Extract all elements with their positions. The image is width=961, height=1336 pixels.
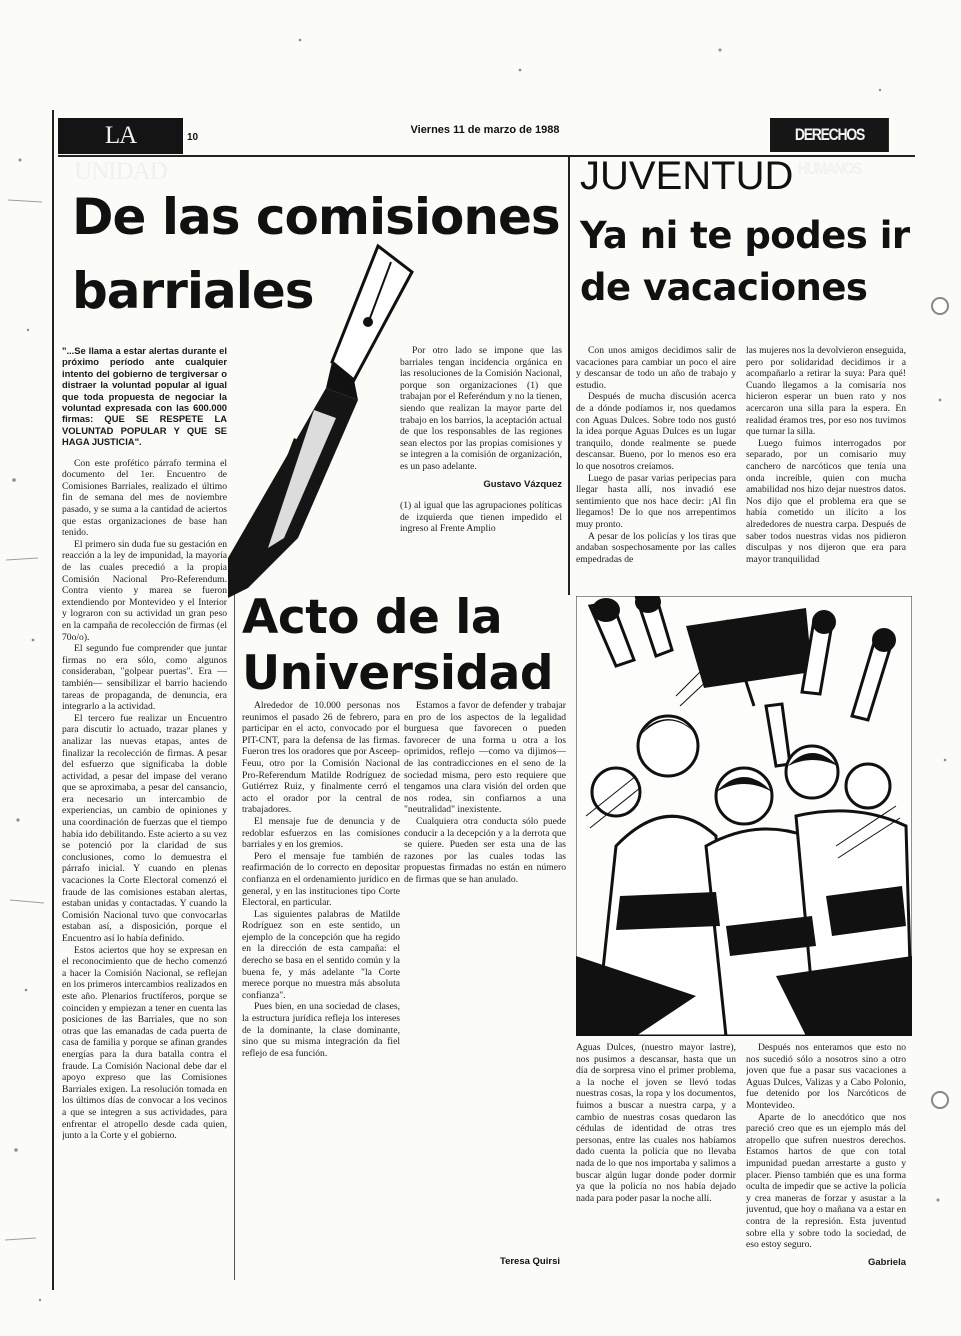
dateline: Viernes 11 de marzo de 1988 — [410, 124, 560, 136]
article-headline-acto: Acto de la Universidad — [242, 590, 554, 701]
article-headline-vacaciones: Ya ni te podes ir de vacaciones — [580, 214, 910, 309]
paragraph: Cualquiera otra conducta sólo puede conducir a la decepción y a la derrota que se quiere. Pueden ser esta una de las razones por las cuales todas las propuestas firmadas no están en número de firmas que se han anulado. — [404, 815, 566, 885]
paragraph: Aguas Dulces, (nuestro mayor lastre), nos pusimos a descansar, hasta que un día de sorpresa vino el primer problema, a la noche el joven se llevó todas nuestras cosas, la ropa y los documentos, fuimos a buscar a nuestra carpa, y a cambio de nuestras cosas quedaron las cédulas de identidad de otras tres personas, entre las cuales nos habíamos dado cuenta la policía que no llevaba nada de lo que nos importaba y salimos a buscar algún lugar donde poder dormir ya que la policía no nos había dejado nada para poder pasar la noche allí. — [576, 1042, 736, 1204]
paragraph: Aparte de lo anecdótico que nos pareció creo que es un ejemplo más del atropello que sufren nuestros derechos. Estamos hartos de que con total impunidad puedan arrestarte a gusto y placer. Pienso también que es una forma oculta de impedir que se active la policía y crea maneras de forzar y asustar a la juventud, que hoy o mañana va a estar en contra de la represión. Esta juventud sobre ella y sobre todo la sociedad, de eso estoy seguro. — [746, 1111, 906, 1251]
article-column-juventud-2 — [746, 345, 906, 593]
byline-gustavo: Gustavo Vázquez — [483, 478, 562, 490]
article-column-comisiones-1 — [62, 345, 227, 1285]
paragraph: El mensaje fue de denuncia y de redoblar esfuerzos en las comisiones barriales y en los gremios. — [242, 815, 400, 851]
paragraph: las mujeres nos la devolvieron enseguida, pero por solidaridad decidimos ir a acompañarlo a retirar la suya: Para qué! Cuando llegamos a la comisaría nos hicieron esperar un buen rato y nos acercaron una silla para la espera. En realidad éramos tres, por eso nos tuvimos que turnar la silla. — [746, 345, 906, 438]
paragraph: Estos aciertos que hoy se expresan en el reconocimiento que de hecho comenzó a hacer la Comisión Nacional, se reflejan en los primeros intercambios realizados en este año. Plenarios fructíferos, porque se coinciden y empiezan a tener en cuenta las posiciones de las Barriales, que no son otras que las emanadas de cada puerta de casa de familia y porque se afinan grandes energías para la dura batalla contra el fraude. La Comisión Nacional debe dar el apoyo expreso que las Comisiones Barriales exigen. La resolución tomada en los últimos días de convocar a los vecinos a que se integren a sus actividades, para enfrentar el atropello desde cada quien, junto a la Corte y el gobierno. — [62, 944, 227, 1142]
byline-gabriela: Gabriela — [867, 1256, 906, 1268]
article-column-juventud-3 — [576, 1042, 736, 1274]
masthead-logo: LA UNIDAD — [58, 118, 183, 154]
fountain-pen-illustration — [228, 238, 428, 598]
paragraph: Pero el mensaje fue también de reafirmación de lo correcto en depositar confianza en el ordenamiento jurídico en general, y en las instituciones tipo Corte Electoral, en particular. — [242, 850, 400, 909]
paragraph: Con este profético párrafo termina el documento del 1er. Encuentro de Comisiones Barriales, realizado el último fin de semana del mes de noviembre pasado, y se suma a la cantidad de aciertos que estas organizaciones de base han tenido. — [62, 457, 227, 539]
article-column-juventud-1 — [576, 345, 736, 593]
paragraph: El tercero fue realizar un Encuentro para discutir lo actuado, trazar planes y analizar las nuevas etapas, antes de finalizar la recolección de firmas. A pesar del esfuerzo que significaba la doble actividad, a pesar del impase del verano que se aproximaba, a pesar del cansancio, era necesario un intercambio de experiencias, un cambio de opiniones y una coordinación de fuerzas que el tiempo había ido debilitando. Este acierto a su vez se potenció por la claridad de sus conclusiones, como lo demuestra el párrafo inicial. Y cuando en plenas vacaciones la Corte Electoral comenzó el fraude de las comisiones estaban alertas, estaban unidas y contactadas. Y cuando la Comisión Nacional tuvo que convocarlas estaban así, a disposición, porque el Encuentro así lo había definido. — [62, 712, 227, 944]
article-lead: "...Se llama a estar alertas durante el próximo período ante cualquier intento del gobierno de tergiversar o distraer la voluntad popular al igual que toda propuesta de negociar la voluntad expresada con las 600.000 firmas: QUE SE RESPETE LA VOLUNTAD POPULAR Y QUE SE HAGA JUSTICIA". — [62, 345, 227, 448]
article-headline-comisiones: De las comisiones barriales — [72, 188, 560, 320]
paragraph: El segundo fue comprender que juntar firmas no era sólo, como algunos consideraban, "golpear puertas". Era —también— sensibilizar el barrio haciendo tareas de propaganda, de denuncia, era integrarlo a la actividad. — [62, 643, 227, 713]
paragraph: A pesar de los policías y los tiras que andaban sospechosamente por las calles empedradas de — [576, 530, 736, 565]
paragraph: Por otro lado se impone que las barriales tengan incidencia orgánica en las resoluciones de la Comisión Nacional, porque son organizaciones (1) que trabajan por el Referéndum y no la tienen, siendo que realizan la mayor parte del trabajo en los barrios, la aceptación actual de que los responsables de las regiones sean electos por las propias comisiones y se integren a la comisión de organización, es un paso adelante. — [400, 345, 562, 472]
footnote: (1) al igual que las agrupaciones políticas de izquierda que tienen impedido el ingreso al Frente Amplio — [400, 500, 562, 535]
paragraph: Alrededor de 10.000 personas nos reunimos el pasado 26 de febrero, para participar en el acto, convocado por el PIT-CNT, para la defensa de las firmas. Fueron tres los oradores que por Asceep-Feuu, otro por la Comisión Nacional Pro-Referendum Matilde Rodríguez de Gutiérrez Ruiz, y finalmente cerró el acto el orador por la central de trabajadores. — [242, 700, 400, 816]
column-divider-rule — [568, 155, 570, 595]
article-column-acto-1 — [242, 700, 400, 1280]
paragraph: Luego fuimos interrogados por separado, por un comisario muy canchero de narcóticos que tenía una onda increíble, quien con mucha amabilidad nos hizo dejar nuestros datos. Nos dijo que el problema era que se había cometido un ilícito a los alrededores de nuestra carpa. Después de saber todos nuestras vidas nos pidieron disculpas y nos dijeron que era para mayor tranquilidad — [746, 437, 906, 565]
article-column-acto-2 — [404, 700, 566, 1265]
paragraph: Después nos enteramos que esto no nos sucedió sólo a nosotros sino a otro joven que fue a pasar sus vacaciones a Aguas Dulces, Valizas y a Cabo Polonio, fue detenido por los Narcóticos de Montevideo. — [746, 1042, 906, 1111]
crowd-protest-illustration — [576, 596, 912, 1036]
column-divider-rule-lower — [234, 590, 235, 1280]
paragraph: Pues bien, en una sociedad de clases, la estructura jurídica refleja los intereses de la dominante, la clase dominante, sino que su misma integración da fiel reflejo de esa función. — [242, 1001, 400, 1059]
paragraph: Luego de pasar varias peripecias para llegar hasta allí, nos invadió ese sentimiento que nos hace decir: ¡Al fin llegamos! De lo que nos arrepentimos muy pronto. — [576, 472, 736, 530]
paragraph: Con unos amigos decidimos salir de vacaciones para cambiar un poco el aire y descansar de todo un año de trabajo y estudio. — [576, 345, 736, 391]
article-column-comisiones-2 — [400, 345, 562, 585]
paragraph: Estamos a favor de defender y trabajar en pro de los aspectos de la legalidad burguesa que favorecen o pueden favorecer de una forma u otra a los oprimidos, reflejo —como va dijimos— de las contradicciones en el seno de la sociedad misma, pero esto requiere que tengamos una clara visión del orden que nos rodea, sin confiarnos a una "neutralidad" inexistente. — [404, 700, 566, 816]
paragraph: El primero sin duda fue su gestación en reacción a la ley de impunidad, la mayoría de las cuales precedió a la propia Comisión Nacional Pro-Referendum. Contra viento y marea se fueron extendiendo por Montevideo y el Interior y lograron con su actividad un gran peso en la campaña de recolección de firmas (el 70o/o). — [62, 538, 227, 643]
article-column-juventud-4 — [746, 1042, 906, 1274]
paragraph: Después de mucha discusión acerca de a dónde podíamos ir, nos quedamos con Aguas Dulces. Sobre todo nos gustó la idea porque Aguas Dulces es un lugar tranquilo, donde realmente se puede descansar. Bueno, por lo menos eso era lo que nosotros creíamos. — [576, 391, 736, 472]
section-banner: DERECHOS HUMANOS — [770, 118, 889, 152]
paragraph: Las siguientes palabras de Matilde Rodríguez son en este sentido, un ejemplo de la concepción que ha regido en la dirección de esta campaña: el derecho se basa en el sentido común y la buena fe, y más adelante "la Corte merece porque no muestra más absoluta confianza". — [242, 908, 400, 1001]
page-number: 10 — [187, 132, 199, 143]
article-kicker-juventud: JUVENTUD — [580, 154, 794, 198]
byline-teresa: Teresa Quirsi — [499, 1256, 560, 1267]
